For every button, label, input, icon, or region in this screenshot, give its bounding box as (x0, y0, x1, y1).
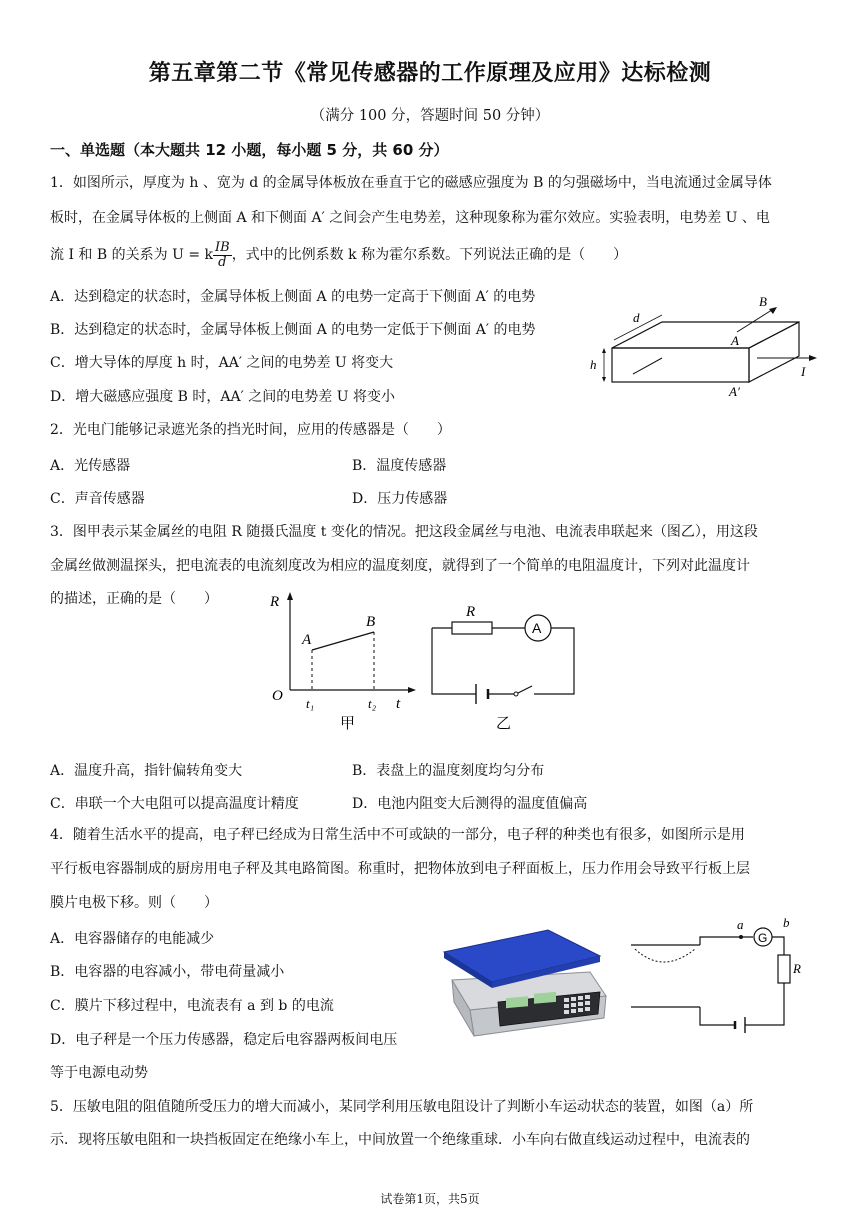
q4-stem-line3: 膜片电极下移。则（ ） (50, 895, 218, 911)
q3-stem-line1: 3．图甲表示某金属丝的电阻 R 随摄氏温度 t 变化的情况。把这段金属丝与电池、电流表串联起来（图乙），用这段 (50, 524, 758, 540)
q5-stem-line2: 示．现将压敏电阻和一块挡板固定在绝缘小车上，中间放置一个绝缘重球．小车向右做直线运动过程中，电流表的 (50, 1132, 750, 1148)
q2-stem: 2．光电门能够记录遮光条的挡光时间，应用的传感器是（ ） (50, 422, 451, 438)
point-A-label: A (302, 632, 312, 648)
q1-option-c[interactable]: C．增大导体的厚度 h 时，AA′ 之间的电势差 U 将变大 (50, 355, 394, 371)
t1-label: t₁ (306, 696, 315, 711)
q3-option-a[interactable]: A．温度升高，指针偏转角变大 (50, 763, 243, 779)
q4-stem-line1: 4．随着生活水平的提高，电子秤已经成为日常生活中不可或缺的一部分，电子秤的种类也有很多，如图所示是用 (50, 827, 745, 843)
label-B: B (759, 294, 767, 309)
graph-caption: 甲 (340, 714, 356, 732)
q4-option-c[interactable]: C．膜片下移过程中，电流表有 a 到 b 的电流 (50, 998, 334, 1014)
axis-R-label: R (270, 594, 280, 610)
q3-option-b[interactable]: B．表盘上的温度刻度均匀分布 (352, 763, 545, 779)
label-A-prime: A′ (729, 384, 740, 399)
section-heading: 一、单选题（本大题共 12 小题，每小题 5 分，共 60 分） (50, 141, 449, 159)
q4-option-d-line2: 等于电源电动势 (50, 1065, 148, 1081)
label-d: d (633, 310, 640, 325)
resistance-temperature-graph (262, 590, 422, 740)
q1-formula-suffix: ，式中的比例系数 k 称为霍尔系数。下列说法正确的是（ ） (231, 247, 628, 263)
label-h: h (590, 357, 597, 372)
q3-stem-line2: 金属丝做测温探头，把电流表的电流刻度改为相应的温度刻度，就得到了一个简单的电阻温度计，下列对此温度计 (50, 558, 750, 574)
q1-stem-line3 (50, 240, 815, 270)
point-a-label: a (737, 917, 744, 932)
q1-frac-denominator: d (218, 254, 227, 270)
label-I: I (801, 364, 806, 379)
q1-option-d[interactable]: D．增大磁感应强度 B 时，AA′ 之间的电势差 U 将变小 (50, 389, 395, 405)
label-A: A (731, 333, 739, 348)
axis-t-label: t (396, 696, 401, 712)
page-title: 第五章第二节《常见传感器的工作原理及应用》达标检测 (148, 61, 712, 86)
q3-stem-line3: 的描述，正确的是（ ） (50, 591, 218, 607)
q5-stem-line1: 5．压敏电阻的阻值随所受压力的增大而减小，某同学利用压敏电阻设计了判断小车运动状态的装置，如图（a）所 (50, 1099, 754, 1115)
circuit-caption: 乙 (496, 714, 512, 732)
q1-option-b[interactable]: B．达到稳定的状态时，金属导体板上侧面 A 的电势一定低于下侧面 A′ 的电势 (50, 322, 536, 338)
resistor-R-label-q4: R (793, 961, 801, 976)
q1-stem-line1: 1．如图所示，厚度为 h 、宽为 d 的金属导体板放在垂直于它的磁感应强度为 B 的匀强磁场中，当电流通过金属导体 (50, 175, 772, 191)
electronic-scale-image (440, 918, 610, 1040)
q4-option-b[interactable]: B．电容器的电容减小，带电荷量减小 (50, 964, 285, 980)
q3-option-c[interactable]: C．串联一个大电阻可以提高温度计精度 (50, 796, 299, 812)
page-footer: 试卷第1页，共5页 (380, 1192, 480, 1206)
q1-formula-prefix: 流 I 和 B 的关系为 U = k (50, 247, 213, 263)
q4-stem-line2: 平行板电容器制成的厨房用电子秤及其电路简图。称重时，把物体放到电子秤面板上，压力作用会导致平行板上层 (50, 861, 750, 877)
q2-option-c[interactable]: C．声音传感器 (50, 491, 145, 507)
q1-formula-fraction (213, 241, 232, 270)
q4-option-d-line1[interactable]: D．电子秤是一个压力传感器，稳定后电容器两板间电压 (50, 1032, 398, 1048)
q1-frac-numerator: IB (214, 239, 230, 255)
q4-option-a[interactable]: A．电容器储存的电能减少 (50, 931, 215, 947)
point-B-label: B (366, 614, 376, 630)
q2-option-b[interactable]: B．温度传感器 (352, 458, 447, 474)
q3-option-d[interactable]: D．电池内阻变大后测得的温度值偏高 (352, 796, 588, 812)
thermometer-circuit (428, 598, 578, 738)
q2-option-a[interactable]: A．光传感器 (50, 458, 131, 474)
point-b-label: b (783, 915, 790, 930)
page-subtitle: （满分 100 分，答题时间 50 分钟） (310, 108, 550, 124)
origin-label: O (272, 688, 283, 704)
galvanometer-label: G (758, 931, 768, 945)
q2-option-d[interactable]: D．压力传感器 (352, 491, 448, 507)
hall-effect-figure (585, 292, 830, 404)
scale-circuit-figure (625, 915, 805, 1045)
resistor-R-label: R (466, 604, 476, 620)
q1-option-a[interactable]: A．达到稳定的状态时，金属导体板上侧面 A 的电势一定高于下侧面 A′ 的电势 (50, 289, 536, 305)
t2-label: t₂ (368, 696, 377, 711)
ammeter-label: A (532, 620, 542, 636)
q1-stem-line2: 板时，在金属导体板的上侧面 A 和下侧面 A′ 之间会产生电势差，这种现象称为霍尔效应。实验表明，电势差 U 、电 (50, 210, 770, 226)
